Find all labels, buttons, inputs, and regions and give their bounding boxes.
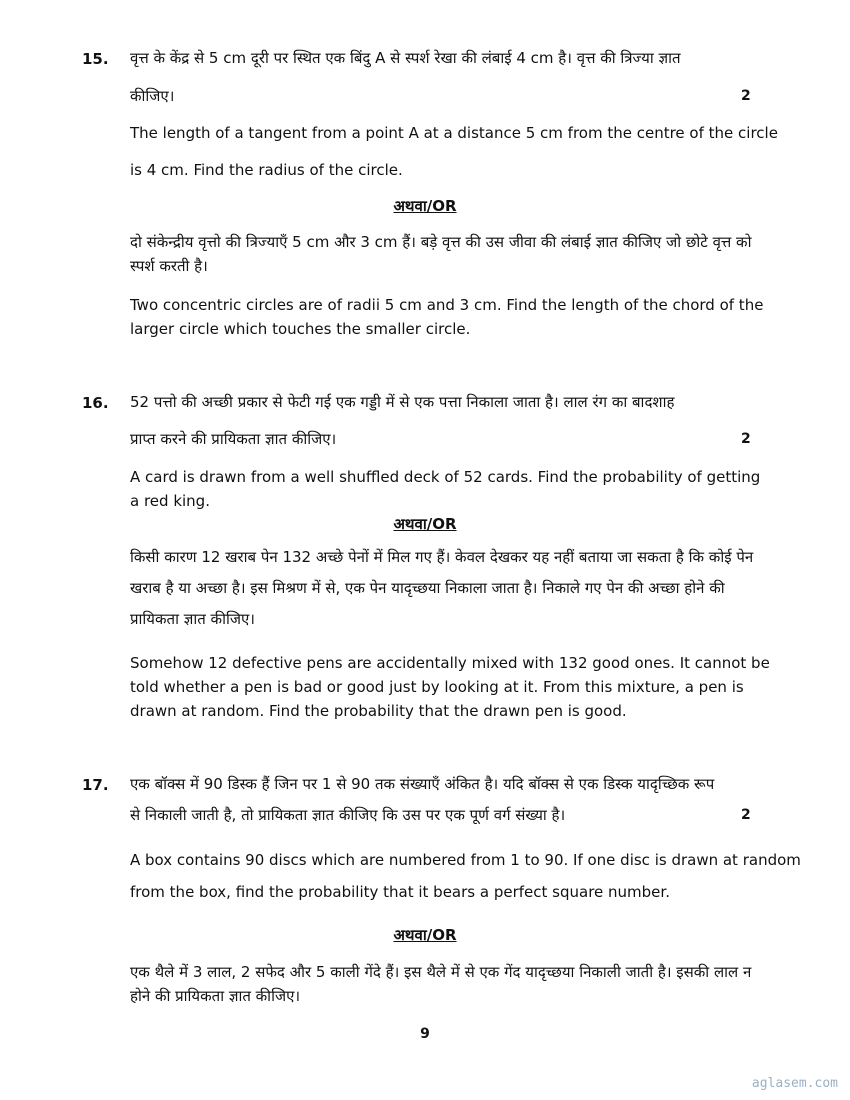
- q16-english: A card is drawn from a well shuffled deck of 52 cards. Find the probability of getting a red king.: [130, 468, 761, 510]
- question-number-15: 15.: [82, 50, 109, 68]
- q16-hindi-line1: 52 पत्तो की अच्छी प्रकार से फेटी गई एक गड्डी में से एक पत्ता निकाला जाता है। लाल रंग का बादशाह: [130, 393, 675, 411]
- q15-marks: 2: [741, 88, 751, 104]
- q17-hindi-line2: से निकाली जाती है, तो प्रायिकता ज्ञात कीजिए कि उस पर एक पूर्ण वर्ग संख्या है।: [130, 806, 566, 824]
- q16-or-label: अथवा/OR: [393, 515, 457, 533]
- q15-english-line1: The length of a tangent from a point A at a distance 5 cm from the centre of the circle: [130, 124, 778, 142]
- q17-marks: 2: [741, 807, 751, 823]
- q17-english-line2: from the box, find the probability that it bears a perfect square number.: [130, 883, 670, 901]
- watermark: aglasem.com: [751, 1076, 838, 1091]
- q16-alt-hindi: किसी कारण 12 खराब पेन 132 अच्छे पेनों में मिल गए हैं। केवल देखकर यह नहीं बताया जा सकता है कि कोई पेन खराब है या अच्छा है। इस मिश्रण में से, एक पेन यादृच्छया निकाला जाता है। निकाले गए पेन की अच्छा होने की प्रायिकता ज्ञात कीजिए।: [130, 548, 754, 628]
- q16-alt-english: Somehow 12 defective pens are accidentally mixed with 132 good ones. It cannot be told whether a pen is bad or good just by looking at it. From this mixture, a pen is drawn at random. Find the probability that the drawn pen is good.: [130, 654, 770, 720]
- question-number-16: 16.: [82, 394, 109, 412]
- q17-english-line1: A box contains 90 discs which are numbered from 1 to 90. If one disc is drawn at random: [130, 851, 801, 869]
- q17-hindi-line1: एक बॉक्स में 90 डिस्क हैं जिन पर 1 से 90 तक संख्याएँ अंकित है। यदि बॉक्स से एक डिस्क यादृच्छिक रूप: [130, 775, 715, 793]
- q15-hindi-line1: वृत्त के केंद्र से 5 cm दूरी पर स्थित एक बिंदु A से स्पर्श रेखा की लंबाई 4 cm है। वृत्त की त्रिज्या ज्ञात: [130, 49, 681, 67]
- q15-alt-english: Two concentric circles are of radii 5 cm and 3 cm. Find the length of the chord of the larger circle which touches the smaller circle.: [130, 296, 764, 338]
- q15-or-label: अथवा/OR: [393, 197, 457, 215]
- q17-alt-hindi: एक थैले में 3 लाल, 2 सफेद और 5 काली गेंदे हैं। इस थैले में से एक गेंद यादृच्छया निकाली जाती है। इसकी लाल न होने की प्रायिकता ज्ञात कीजिए।: [130, 963, 752, 1005]
- q16-marks: 2: [741, 431, 751, 447]
- question-number-17: 17.: [82, 776, 109, 794]
- q16-hindi-line2: प्राप्त करने की प्रायिकता ज्ञात कीजिए।: [130, 430, 337, 448]
- q15-english-line2: is 4 cm. Find the radius of the circle.: [130, 161, 403, 179]
- q15-alt-hindi: दो संकेन्द्रीय वृत्तो की त्रिज्याएँ 5 cm और 3 cm हैं। बड़े वृत्त की उस जीवा की लंबाई ज्ञात कीजिए जो छोटे वृत्त को स्पर्श करती है।: [130, 233, 752, 275]
- page-number: 9: [420, 1026, 430, 1042]
- q15-hindi-line2: कीजिए।: [130, 87, 175, 105]
- q17-or-label: अथवा/OR: [393, 926, 457, 944]
